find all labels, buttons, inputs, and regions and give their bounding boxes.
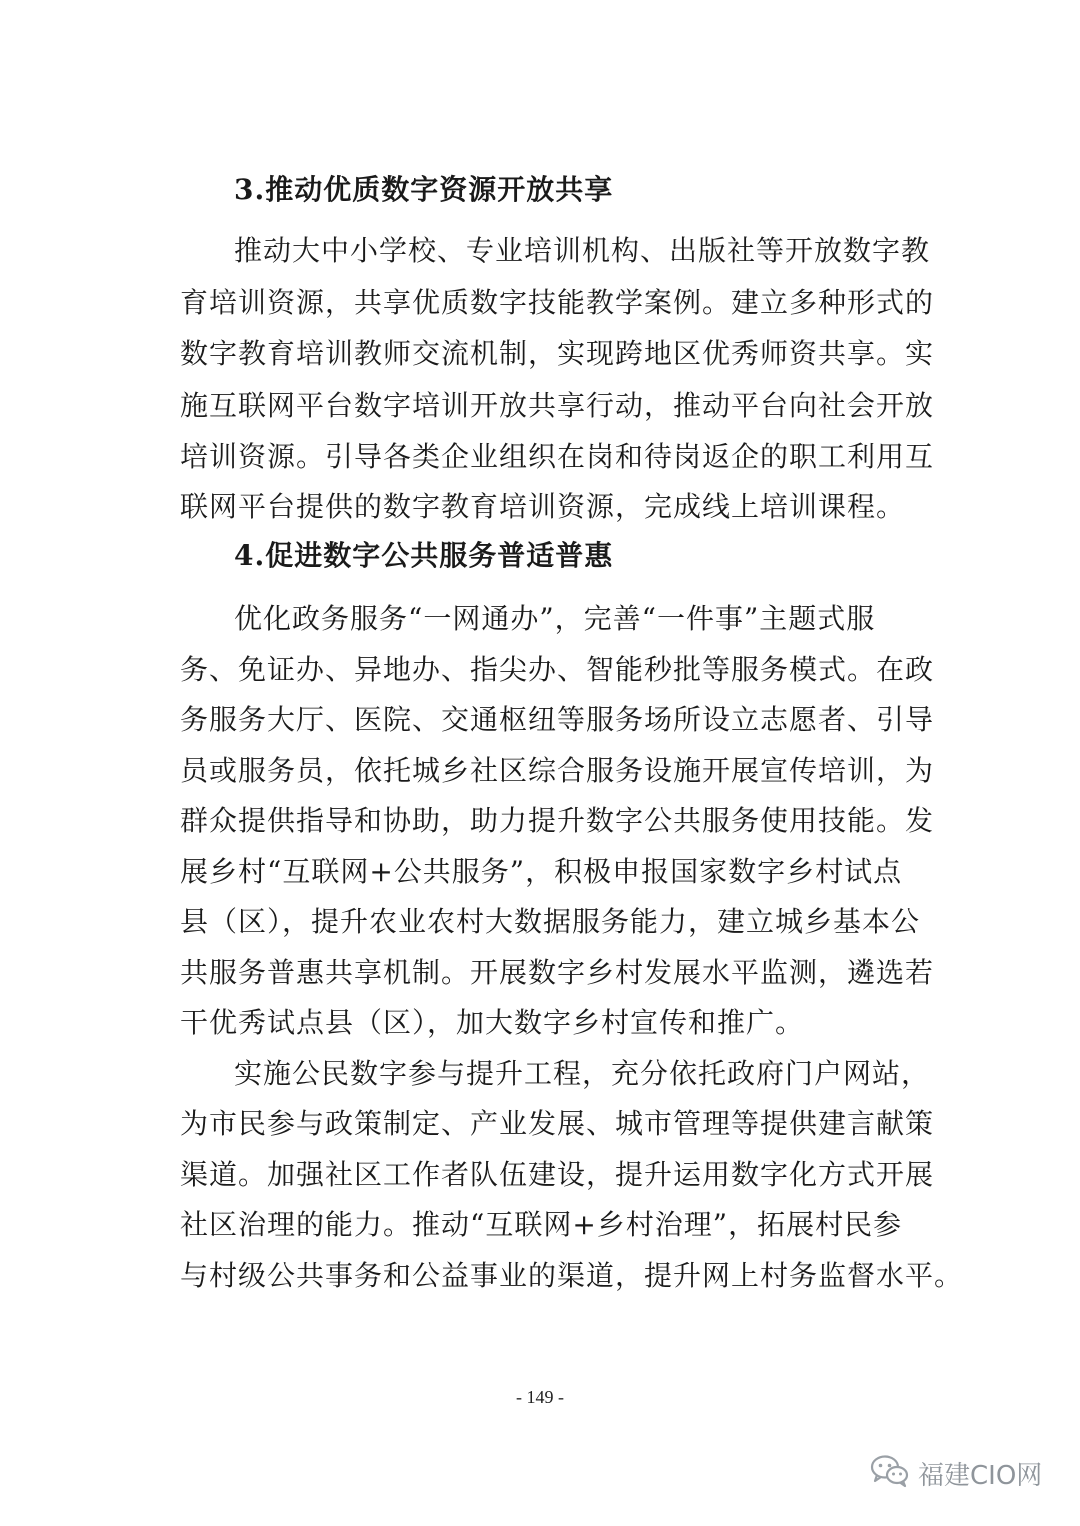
- paragraph-line: 渠道。加强社区工作者队伍建设，提升运用数字化方式开展: [180, 1158, 935, 1191]
- paragraph-line: 务、免证办、异地办、指尖办、智能秒批等服务模式。在政: [180, 653, 935, 686]
- paragraph-line: 共服务普惠共享机制。开展数字乡村发展水平监测，遴选若: [180, 956, 935, 989]
- page-number: - 149 -: [516, 1387, 564, 1407]
- paragraph-line: 施互联网平台数字培训开放共享行动，推动平台向社会开放: [180, 389, 935, 422]
- paragraph-line: 实施公民数字参与提升工程，充分依托政府门户网站，: [234, 1057, 931, 1090]
- paragraph-line: 务服务大厅、医院、交通枢纽等服务场所设立志愿者、引导: [180, 703, 935, 736]
- paragraph-line: 展乡村“互联网+公共服务”，积极申报国家数字乡村试点: [180, 855, 903, 888]
- paragraph-line: 员或服务员，依托城乡社区综合服务设施开展宣传培训，为: [180, 754, 935, 787]
- section-heading: 4.促进数字公共服务普适普惠: [234, 539, 614, 572]
- paragraph-line: 培训资源。引导各类企业组织在岗和待岗返企的职工利用互: [180, 440, 935, 473]
- paragraph-line: 县（区），提升农业农村大数据服务能力，建立城乡基本公: [180, 905, 921, 938]
- watermark: [870, 1453, 1060, 1493]
- paragraph-line: 为市民参与政策制定、产业发展、城市管理等提供建言献策: [180, 1107, 935, 1140]
- paragraph-line: 社区治理的能力。推动“互联网+乡村治理”，拓展村民参: [180, 1208, 903, 1241]
- paragraph-line: 干优秀试点县（区），加大数字乡村宣传和推广。: [180, 1006, 805, 1039]
- paragraph-line: 数字教育培训教师交流机制，实现跨地区优秀师资共享。实: [180, 337, 935, 370]
- paragraph-line: 群众提供指导和协助，助力提升数字公共服务使用技能。发: [180, 804, 935, 837]
- watermark-text: 福建CIO网: [918, 1460, 1043, 1491]
- paragraph-line: 推动大中小学校、专业培训机构、出版社等开放数字教: [234, 234, 931, 267]
- paragraph-line: 与村级公共事务和公益事业的渠道，提升网上村务监督水平。: [180, 1259, 964, 1292]
- paragraph-line: 优化政务服务“一网通办”，完善“一件事”主题式服: [234, 602, 876, 635]
- paragraph-line: 育培训资源，共享优质数字技能教学案例。建立多种形式的: [180, 286, 935, 319]
- paragraph-line: 联网平台提供的数字教育培训资源，完成线上培训课程。: [180, 490, 906, 523]
- section-heading: 3.推动优质数字资源开放共享: [234, 173, 614, 206]
- wechat-icon: [870, 1454, 910, 1492]
